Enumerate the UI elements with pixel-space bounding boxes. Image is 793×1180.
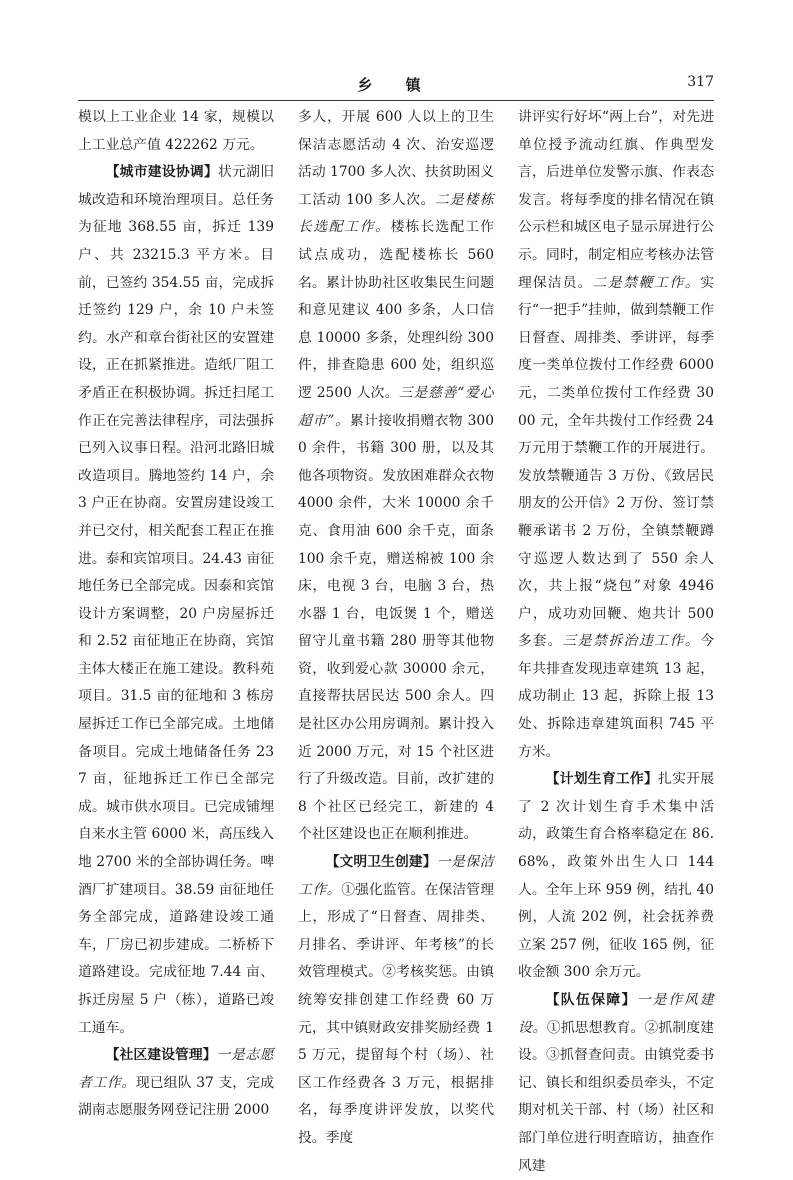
paragraph [298,104,494,849]
section-city-construction [78,159,274,1042]
paragraph-text: 状元湖旧城改造和环境治理项目。总任务为征地 368.55 亩，拆迁 139 户、共 23215.3 平方米。目前，已签约 354.55 亩，完成拆迁签约 129 户，余 10 户未签约。水产和章台街社区的安置建设，正在抓紧推进。造纸厂阻工矛盾正在积极协调。拆迁扫尾工作正在完善法律程序，司法强拆已列入议事日程。沿河北路旧城改造项目。腾地签约 14 户，余 3 户正在协商。安置房建设竣工并已交付，相关配套工程正在推进。泰和宾馆项目。24.43 亩征地任务已全部完成。因泰和宾馆设计方案调整，20 户房屋拆迁和 2.52 亩征地正在协商，宾馆主体大楼正在施工建设。教科苑项目。31.5 亩的征地和 3 栋房屋拆迁工作已全部完成。土地储备项目。完成土地储备任务 237 亩，征地拆迁工作已全部完成。城市供水项目。已完成铺埋自来水主管 6000 米，高压线入地 2700 米的全部协调任务。啤酒厂扩建项目。38.59 亩征地任务全部完成，道路建设竣工通车，厂房已初步建成。二桥桥下道路建设。完成征地 7.44 亩、拆迁房屋 5 户（栋），道路已竣工通车。 [78,164,275,1036]
section-civilization-hygiene [298,849,494,1153]
item-label: 三是慈善“爱心超市”。 [298,384,494,429]
page-number: 317 [687,74,714,90]
paragraph-text: ①强化监管。在保洁管理上，形成了“日督查、周排类、月排名、季讲评、年考核”的长效管理模式。②考核奖惩。由镇统筹安排创建工作经费 60 万元，其中镇财政安排奖励经费 15 万元，提留每个村（场）、社区工作经费各 3 万元，根据排名，每季度讲评发放，以奖代投。季度 [298,881,495,1146]
page-header [78,74,714,98]
section-heading: 【计划生育工作】 [545,771,659,788]
item-label: 二是楼栋长选配工作。 [298,191,494,236]
paragraph-text: 现已组队 37 支，完成湖南志愿服务网登记注册 2000 [78,1074,275,1119]
paragraph-text: 多人，开展 600 人以上的卫生保洁志愿活动 4 次、治安巡逻活动 1700 多人次、扶贫助困义工活动 100 多人次。 [298,109,494,208]
item-label: 一是作风建设。 [518,992,714,1036]
paragraph-text: 扎实开展了 2 次计划生育手术集中活动，政策生育合格率稳定在 86.68%，政策外出生人口 144 人。全年上环 959 例，结扎 40 例，人流 202 例，社会抚养费立案 257 例，征收 165 例，征收金额 300 余万元。 [518,771,715,981]
section-community-management [78,1042,274,1125]
item-label: 三是禁拆治违工作。 [562,633,701,650]
column-2 [298,104,494,1153]
section-title: 乡 镇 [357,76,435,94]
column-1 [78,104,274,1125]
section-family-planning [518,766,714,987]
item-label: 一是保洁工作。 [298,854,495,898]
paragraph-text: ①抓思想教育。②抓制度建设。③抓督查问责。由镇党委书记、镇长和组织委员牵头，不定期对机关干部、村（场）社区和部门单位进行明查暗访，抽查作风建 [518,1019,715,1174]
section-heading: 【文明卫生创建】 [325,854,437,871]
item-label: 二是禁鞭工作。 [592,274,701,291]
section-heading: 【社区建设管理】 [105,1047,217,1064]
item-label: 一是志愿者工作。 [78,1047,275,1091]
paragraph-text: 模以上工业企业 14 家，规模以上工业总产值 422262 万元。 [78,109,274,153]
section-heading: 【队伍保障】 [545,992,637,1008]
paragraph [78,104,274,159]
body-columns [78,104,715,1174]
section-team-support [518,987,714,1180]
paragraph-text: 实行“一把手”挂帅，做到禁鞭工作日督查、周排类、季讲评，每季度一类单位拨付工作经费 6000 元，二类单位拨付工作经费 3000 元，全年共拨付工作经费 24 万元用于禁鞭工作的开展进行。发放禁鞭通告 3 万份、《致居民朋友的公开信》2 万份、签订禁鞭承诺书 2 万份，全镇禁鞭蹲守巡逻人数达到了 550 余人次，共上报“烧包”对象 4946 户，成功劝回鞭、炮共计 500 多套。 [518,274,715,650]
paragraph-text: 楼栋长选配工作试点成功，选配楼栋长 560 名。累计协助社区收集民生问题和意见建议 400 多条，人口信息 10000 多条，处理纠纷 300 件，排查隐患 600 处，组织巡逻 2500 人次。 [298,219,495,401]
paragraph-text: 今年共排查发现违章建筑 13 起，成功制止 13 起，拆除上报 13 处、拆除违章建筑面积 745 平方米。 [518,633,715,760]
paragraph [518,104,714,766]
column-3 [518,104,714,1180]
paragraph-text: 讲评实行好坏“两上台”，对先进单位授予流动红旗、作典型发言，后进单位发警示旗、作表态发言。将每季度的排名情况在镇公示栏和城区电子显示屏进行公示。同时，制定相应考核办法管理保洁员。 [518,109,714,291]
section-heading: 【城市建设协调】 [105,164,219,181]
paragraph-text: 累计接收捐赠衣物 3000 余件，书籍 300 册，以及其他各项物资。发放困难群众衣物 4000 余件，大米 10000 余千克、食用油 600 余千克，面条 100 余千克，赠送棉被 100 余床，电视 3 台，电脑 3 台，热水器 1 台，电饭煲 1 个，赠送留守儿童书籍 280 册等其他物资，收到爱心款 30000 余元，直接帮扶居民达 500 余人。四是社区办公用房调剂。累计投入近 2000 万元，对 15 个社区进行了升级改造。目前，改扩建的 8 个社区已经完工，新建的 4 个社区建设也正在顺利推进。 [298,412,494,843]
header-divider [78,100,714,101]
